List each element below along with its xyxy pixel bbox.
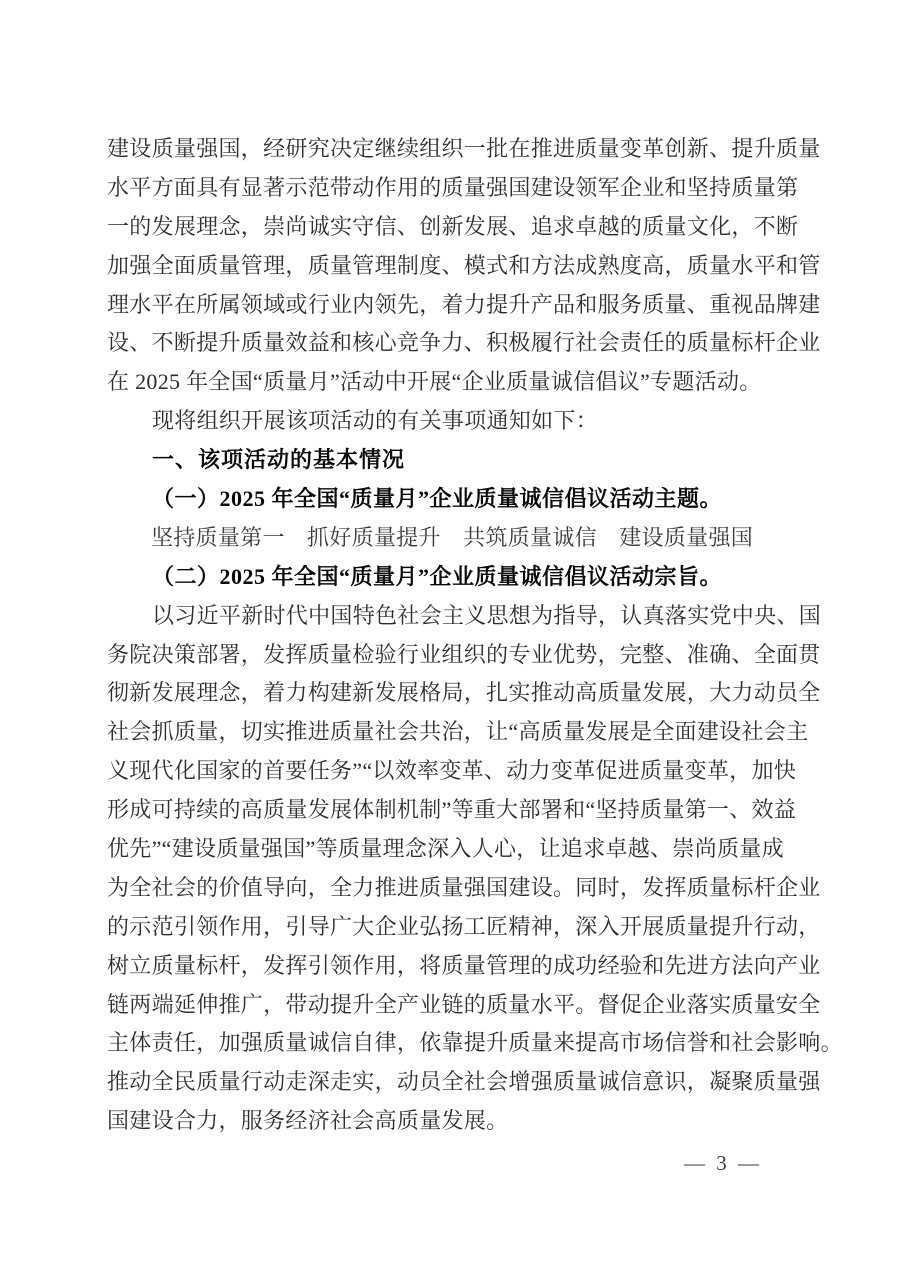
text-line: 形成可持续的高质量发展体制机制”等重大部署和“坚持质量第一、效益 — [107, 797, 797, 823]
text-line: 树立质量标杆，发挥引领作用，将质量管理的成功经验和先进方法向产业 — [107, 952, 821, 978]
text-line: 一、该项活动的基本情况 — [152, 447, 406, 473]
text-line: 以习近平新时代中国特色社会主义思想为指导，认真落实党中央、国 — [152, 602, 822, 628]
text-line: 在 2025 年全国“质量月”活动中开展“企业质量诚信倡议”专题活动。 — [107, 369, 762, 395]
text-line: （二）2025 年全国“质量月”企业质量诚信倡议活动宗旨。 — [152, 563, 723, 589]
text-line: 国建设合力，服务经济社会高质量发展。 — [107, 1108, 509, 1134]
text-line: 理水平在所属领域或行业内领先，着力提升产品和服务质量、重视品牌建 — [107, 291, 821, 317]
text-line: 的示范引领作用，引导广大企业弘扬工匠精神，深入开展质量提升行动， — [107, 913, 821, 939]
text-line: 链两端延伸推广，带动提升全产业链的质量水平。督促企业落实质量安全 — [107, 991, 821, 1017]
text-line: 坚持质量第一 抓好质量提升 共筑质量诚信 建设质量强国 — [150, 524, 754, 550]
text-line: 务院决策部署，发挥质量检验行业组织的专业优势，完整、准确、全面贯 — [107, 641, 821, 667]
text-line: 彻新发展理念，着力构建新发展格局，扎实推动高质量发展，大力动员全 — [107, 680, 821, 706]
text-line: 优先”“建设质量强国”等质量理念深入人心，让追求卓越、崇尚质量成 — [107, 836, 784, 862]
text-line: 设、不断提升质量效益和核心竞争力、积极履行社会责任的质量标杆企业 — [107, 330, 821, 356]
text-line: 为全社会的价值导向，全力推进质量强国建设。同时，发挥质量标杆企业 — [107, 874, 821, 900]
document-text-block — [107, 130, 843, 1141]
text-line: 主体责任，加强质量诚信自律，依靠提升质量来提高市场信誉和社会影响。 — [107, 1030, 843, 1056]
text-line: 现将组织开展该项活动的有关事项通知如下： — [152, 408, 599, 434]
text-line: 社会抓质量，切实推进质量社会共治，让“高质量发展是全面建设社会主 — [107, 719, 809, 745]
text-line: 推动全民质量行动走深走实，动员全社会增强质量诚信意识，凝聚质量强 — [107, 1069, 821, 1095]
text-line: （一）2025 年全国“质量月”企业质量诚信倡议活动主题。 — [152, 486, 723, 512]
text-line: 水平方面具有显著示范带动作用的质量强国建设领军企业和坚持质量第 — [107, 174, 799, 200]
text-line: 一的发展理念，崇尚诚实守信、创新发展、追求卓越的质量文化，不断 — [107, 213, 799, 239]
page-number: — 3 — — [684, 1151, 762, 1175]
text-line: 建设质量强国，经研究决定继续组织一批在推进质量变革创新、提升质量 — [107, 136, 821, 161]
text-line: 义现代化国家的首要任务”“以效率变革、动力变革促进质量变革，加快 — [107, 758, 797, 784]
text-line: 加强全面质量管理，质量管理制度、模式和方法成熟度高，质量水平和管 — [107, 252, 821, 278]
